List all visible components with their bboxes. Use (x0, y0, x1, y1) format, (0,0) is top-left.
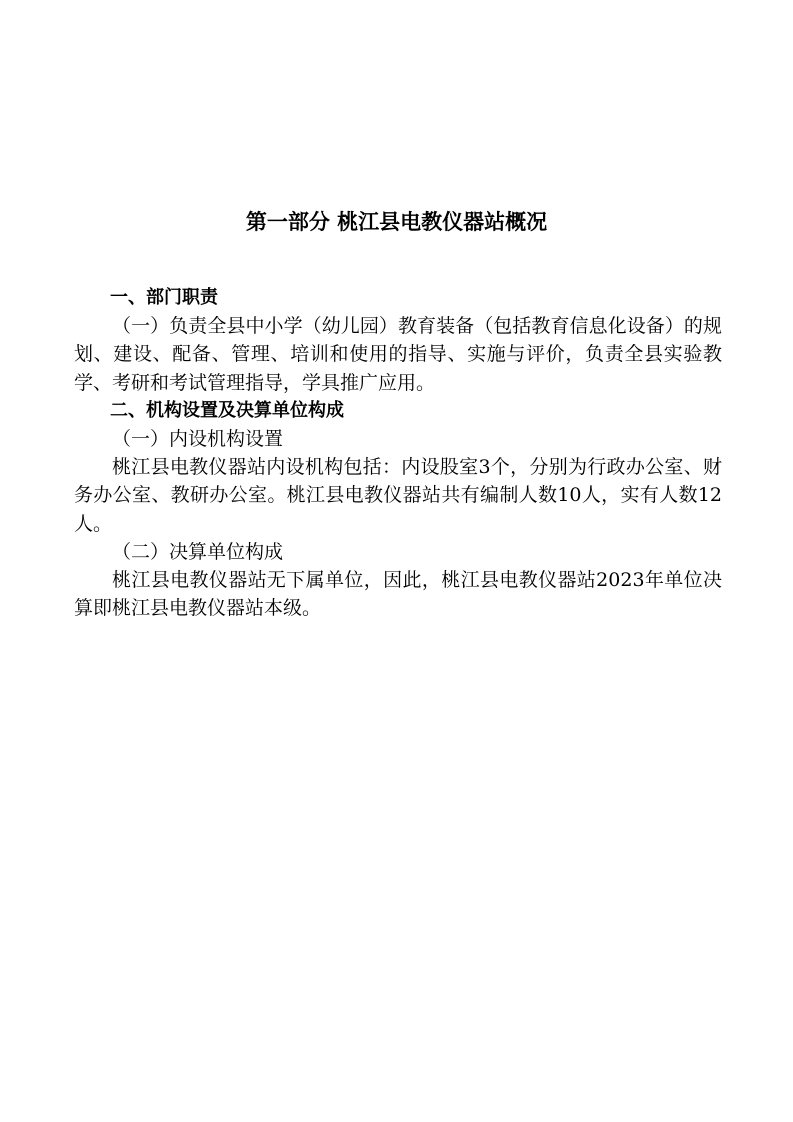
duties-paragraph: （一）负责全县中小学（幼儿园）教育装备（包括教育信息化设备）的规划、建设、配备、管理、培训和使用的指导、实施与评价，负责全县实验教学、考研和考试管理指导，学具推广应用。 (74, 315, 722, 394)
section-heading-duties: 一、部门职责 (110, 287, 218, 308)
document-body (74, 284, 722, 622)
page-title: 第一部分 桃江县电教仪器站概况 (245, 210, 548, 234)
subheading-accounting-units: （二）决算单位构成 (112, 540, 284, 563)
section-heading-organization: 二、机构设置及决算单位构成 (110, 399, 344, 421)
accounting-units-paragraph: 桃江县电教仪器站无下属单位，因此，桃江县电教仪器站2023年单位决算即桃江县电教仪器站本级。 (74, 569, 722, 620)
internal-structure-paragraph: 桃江县电教仪器站内设机构包括：内设股室3个，分别为行政办公室、财务办公室、教研办公室。桃江县电教仪器站共有编制人数10人，实有人数12人。 (74, 456, 722, 535)
subheading-internal-structure: （一）内设机构设置 (112, 428, 284, 451)
